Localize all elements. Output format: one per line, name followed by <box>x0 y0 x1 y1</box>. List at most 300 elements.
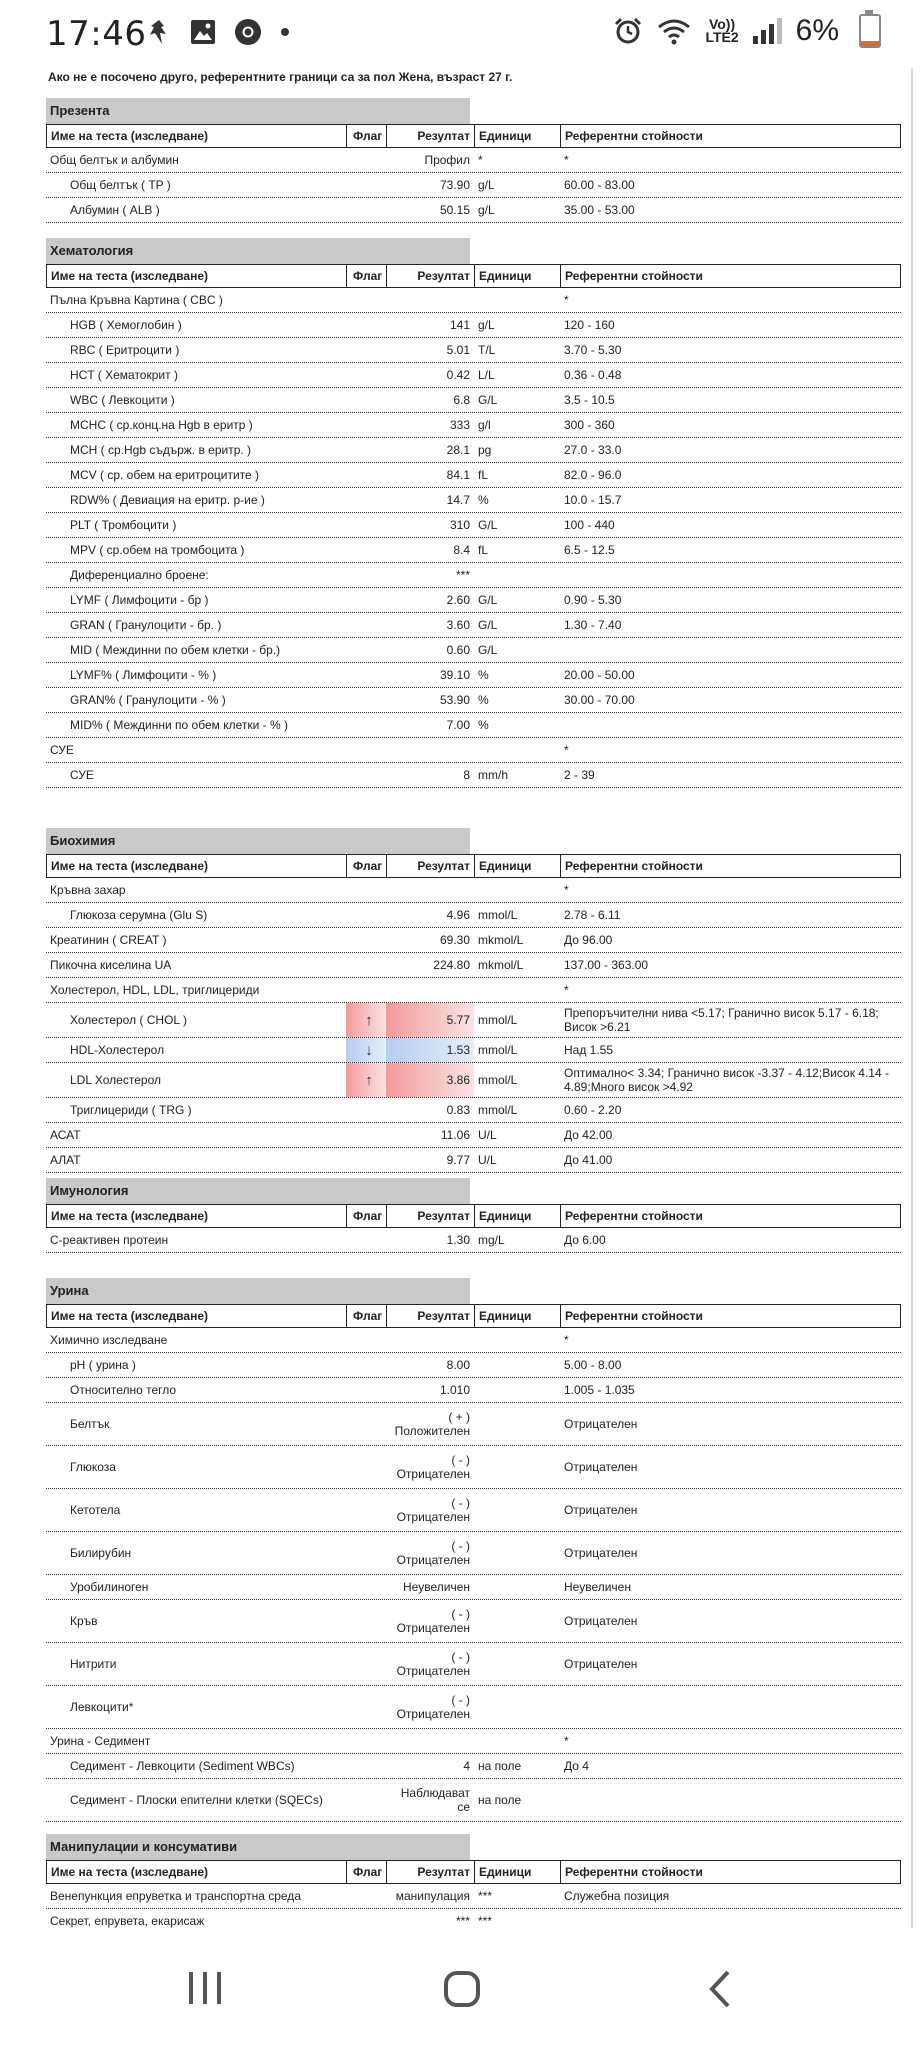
result: 73.90 <box>439 178 470 192</box>
result: 5.01 <box>446 343 470 357</box>
result: Неувеличен <box>403 1580 470 1594</box>
table-row <box>46 313 901 338</box>
flag <box>346 563 386 587</box>
table-row <box>46 388 901 413</box>
section-1 <box>46 238 901 788</box>
units: на поле <box>478 1759 522 1773</box>
flag <box>346 688 386 712</box>
table-row <box>46 1532 901 1575</box>
section-3 <box>46 1178 901 1253</box>
flag <box>346 1353 386 1377</box>
section-5 <box>46 1834 901 1928</box>
result: 5.77 <box>386 1003 474 1037</box>
table-row <box>46 903 901 928</box>
units: * <box>478 153 483 167</box>
header-result: Резултат <box>387 1205 475 1227</box>
header-ref: Референтни стойности <box>565 269 703 283</box>
test-name: Диференциално броене: <box>70 568 209 582</box>
header-result: Резултат <box>387 1305 475 1327</box>
flag <box>346 1532 386 1574</box>
test-name: Левкоцити* <box>70 1700 134 1714</box>
section-title: Имунология <box>46 1178 470 1204</box>
test-name: HDL-Холестерол <box>70 1043 165 1057</box>
result: ( - ) Отрицателен <box>396 1453 470 1481</box>
result: *** <box>455 1914 470 1928</box>
reference-range: До 4 <box>564 1759 589 1773</box>
units: mkmol/L <box>478 933 524 947</box>
header-name: Име на теста (изследване) <box>47 1205 347 1227</box>
test-name: MCH ( ср.Hgb съдърж. в еритр. ) <box>70 443 252 457</box>
result: 0.42 <box>446 368 470 382</box>
test-name: PLT ( Тромбоцити ) <box>70 518 177 532</box>
test-name: Уробилиноген <box>70 1580 149 1594</box>
flag <box>346 1378 386 1402</box>
test-name: Кетотела <box>70 1503 121 1517</box>
flag <box>346 413 386 437</box>
home-button[interactable] <box>443 1970 481 2008</box>
result: 224.80 <box>433 958 470 972</box>
result <box>386 978 474 1002</box>
recent-apps-button[interactable] <box>186 1970 224 2006</box>
flag <box>346 953 386 977</box>
result: 310 <box>449 518 470 532</box>
units: fL <box>478 468 489 482</box>
table-header <box>46 854 901 878</box>
result: 0.83 <box>446 1103 470 1117</box>
header-name: Име на теста (изследване) <box>47 1305 347 1327</box>
status-right-icons <box>613 14 881 48</box>
header-units: Единици <box>475 1861 561 1883</box>
header-result: Резултат <box>387 265 475 287</box>
result: 9.77 <box>446 1153 470 1167</box>
flag <box>346 538 386 562</box>
units: G/L <box>478 618 498 632</box>
section-title: Презента <box>46 98 470 124</box>
test-name: RBC ( Еритроцити ) <box>70 343 180 357</box>
result: 1.010 <box>439 1383 470 1397</box>
reference-range: * <box>564 1333 569 1347</box>
reference-range: Отрицателен <box>564 1460 638 1474</box>
reference-range: Препоръчителни нива <5.17; Гранично висок 5.17 - 6.18; Висок >6.21 <box>564 1006 879 1034</box>
table-header <box>46 1304 901 1328</box>
units: mmol/L <box>478 1073 518 1087</box>
test-name: WBC ( Левкоцити ) <box>70 393 175 407</box>
wifi-icon <box>657 17 691 45</box>
result: ( - ) Отрицателен <box>396 1607 470 1635</box>
table-row <box>46 1378 901 1403</box>
status-left-icons <box>146 18 290 46</box>
flag <box>346 198 386 222</box>
table-row <box>46 763 901 788</box>
table-row <box>46 1489 901 1532</box>
result: 69.30 <box>439 933 470 947</box>
flag <box>346 1123 386 1147</box>
result: 50.15 <box>439 203 470 217</box>
reference-range: 2 - 39 <box>564 768 595 782</box>
reference-range: 30.00 - 70.00 <box>564 693 635 707</box>
table-header <box>46 264 901 288</box>
reference-range: 300 - 360 <box>564 418 615 432</box>
table-row <box>46 463 901 488</box>
table-row <box>46 513 901 538</box>
table-header <box>46 124 901 148</box>
test-name: Венепункция епруветка и транспортна среда <box>50 1889 301 1903</box>
flag <box>346 1328 386 1352</box>
reference-range: * <box>564 743 569 757</box>
test-name: Белтък <box>70 1417 110 1431</box>
test-name: Пикочна киселина UA <box>50 958 172 972</box>
flag <box>346 1754 386 1778</box>
flag <box>346 173 386 197</box>
flag: ↓ <box>346 1038 386 1062</box>
header-flag: Флаг <box>347 265 387 287</box>
flag <box>346 338 386 362</box>
flag <box>346 1148 386 1172</box>
flag <box>346 878 386 902</box>
reference-range: 2.78 - 6.11 <box>564 908 621 922</box>
result: ( - ) Отрицателен <box>396 1650 470 1678</box>
result <box>386 878 474 902</box>
flag <box>346 1686 386 1728</box>
notification-app-icon <box>146 18 172 46</box>
units: mmol/L <box>478 1013 518 1027</box>
reference-range: 5.00 - 8.00 <box>564 1358 622 1372</box>
table-row <box>46 1038 901 1063</box>
result: 28.1 <box>446 443 470 457</box>
table-row <box>46 1729 901 1754</box>
test-name: LDL Холестерол <box>70 1073 161 1087</box>
result: ( + ) Положителен <box>394 1410 470 1438</box>
reference-range: Отрицателен <box>564 1657 638 1671</box>
reference-range: Отрицателен <box>564 1503 638 1517</box>
result: 3.60 <box>446 618 470 632</box>
table-row <box>46 198 901 223</box>
test-name: С-реактивен протеин <box>50 1233 169 1247</box>
table-row <box>46 1909 901 1928</box>
reference-range: * <box>564 293 569 307</box>
reference-range: 27.0 - 33.0 <box>564 443 622 457</box>
table-row <box>46 1328 901 1353</box>
section-4 <box>46 1278 901 1822</box>
result: 14.7 <box>446 493 470 507</box>
test-name: Секрет, епрувета, екарисаж <box>50 1914 205 1928</box>
result <box>386 738 474 762</box>
result: 0.60 <box>446 643 470 657</box>
table-row <box>46 1779 901 1822</box>
flag <box>346 388 386 412</box>
flag <box>346 1884 386 1908</box>
reference-range: Отрицателен <box>564 1614 638 1628</box>
test-name: Билирубин <box>70 1546 132 1560</box>
report-document[interactable] <box>0 68 921 1928</box>
test-name: Химично изследване <box>50 1333 168 1347</box>
table-row <box>46 1228 901 1253</box>
header-ref: Референтни стойности <box>565 1209 703 1223</box>
test-name: Глюкоза серумна (Glu S) <box>70 908 208 922</box>
result: Профил <box>424 153 470 167</box>
result: 4.96 <box>446 908 470 922</box>
table-row <box>46 978 901 1003</box>
table-row <box>46 663 901 688</box>
units: g/L <box>478 318 495 332</box>
table-row <box>46 338 901 363</box>
header-name: Име на теста (изследване) <box>47 855 347 877</box>
reference-range: 3.5 - 10.5 <box>564 393 615 407</box>
result: 6.8 <box>453 393 470 407</box>
test-name: Креатинин ( CREAT ) <box>50 933 167 947</box>
header-flag: Флаг <box>347 855 387 877</box>
header-units: Единици <box>475 1305 561 1327</box>
header-name: Име на теста (изследване) <box>47 125 347 147</box>
test-name: pH ( урина ) <box>70 1358 136 1372</box>
result: 7.00 <box>446 718 470 732</box>
result: *** <box>455 568 470 582</box>
reference-range: Над 1.55 <box>564 1043 614 1057</box>
header-units: Единици <box>475 855 561 877</box>
units: g/L <box>478 203 495 217</box>
reference-range: 1.005 - 1.035 <box>564 1383 635 1397</box>
units: L/L <box>478 368 495 382</box>
flag <box>346 1575 386 1599</box>
reference-range: 137.00 - 363.00 <box>564 958 649 972</box>
units: pg <box>478 443 492 457</box>
test-name: MPV ( ср.обем на тромбоцита ) <box>70 543 245 557</box>
chrome-icon <box>234 18 262 46</box>
reference-range: 3.70 - 5.30 <box>564 343 622 357</box>
flag <box>346 148 386 172</box>
test-name: Албумин ( ALB ) <box>70 203 160 217</box>
table-row <box>46 1098 901 1123</box>
flag <box>346 638 386 662</box>
test-name: LYMF% ( Лимфоцити - % ) <box>70 668 217 682</box>
table-row <box>46 953 901 978</box>
table-row <box>46 173 901 198</box>
result: 1.53 <box>386 1038 474 1062</box>
result: Наблюдават се <box>400 1786 470 1814</box>
flag <box>346 713 386 737</box>
table-row <box>46 1403 901 1446</box>
units: на поле <box>478 1793 522 1807</box>
report-intro: Ако не е посочено друго, референтните граници са за пол Жена, възраст 27 г. <box>48 70 513 84</box>
table-row <box>46 878 901 903</box>
result: 3.86 <box>386 1063 474 1097</box>
table-row <box>46 488 901 513</box>
test-name: GRAN ( Гранулоцити - бр. ) <box>70 618 222 632</box>
table-row <box>46 1446 901 1489</box>
reference-range: 82.0 - 96.0 <box>564 468 622 482</box>
test-name: Седимент - Левкоцити (Sediment WBCs) <box>70 1759 295 1773</box>
flag <box>346 1446 386 1488</box>
flag <box>346 928 386 952</box>
header-flag: Флаг <box>347 1861 387 1883</box>
test-name: MCV ( ср. обем на еритроцитите ) <box>70 468 260 482</box>
reference-range: До 42.00 <box>564 1128 613 1142</box>
flag <box>346 438 386 462</box>
reference-range: 100 - 440 <box>564 518 615 532</box>
reference-range: 10.0 - 15.7 <box>564 493 622 507</box>
flag <box>346 1228 386 1252</box>
units: fL <box>478 543 489 557</box>
result: 8.4 <box>453 543 470 557</box>
result: ( - ) Отрицателен <box>396 1539 470 1567</box>
table-row <box>46 288 901 313</box>
reference-range: * <box>564 883 569 897</box>
reference-range: Неувеличен <box>564 1580 631 1594</box>
reference-range: 20.00 - 50.00 <box>564 668 635 682</box>
header-flag: Флаг <box>347 1305 387 1327</box>
flag <box>346 1779 386 1821</box>
units: mm/h <box>478 768 508 782</box>
section-title: Хематология <box>46 238 470 264</box>
more-notifications-dot-icon <box>280 27 290 37</box>
result: 39.10 <box>439 668 470 682</box>
header-ref: Референтни стойности <box>565 1309 703 1323</box>
units: g/L <box>478 178 495 192</box>
test-name: MID ( Междинни по обем клетки - бр.) <box>70 643 281 657</box>
flag <box>346 1600 386 1642</box>
reference-range: 1.30 - 7.40 <box>564 618 622 632</box>
table-row <box>46 688 901 713</box>
flag <box>346 463 386 487</box>
reference-range: Отрицателен <box>564 1546 638 1560</box>
units: mg/L <box>478 1233 505 1247</box>
test-name: LYMF ( Лимфоцити - бр ) <box>70 593 209 607</box>
reference-range: * <box>564 1734 569 1748</box>
table-row <box>46 928 901 953</box>
flag <box>346 1098 386 1122</box>
flag: ↑ <box>346 1003 386 1037</box>
units: mmol/L <box>478 908 518 922</box>
table-row <box>46 538 901 563</box>
units: G/L <box>478 393 498 407</box>
reference-range: До 41.00 <box>564 1153 613 1167</box>
result: 1.30 <box>446 1233 470 1247</box>
header-flag: Флаг <box>347 125 387 147</box>
alarm-icon <box>613 16 643 46</box>
header-units: Единици <box>475 125 561 147</box>
units: G/L <box>478 518 498 532</box>
units: g/l <box>478 418 491 432</box>
flag <box>346 488 386 512</box>
header-result: Резултат <box>387 125 475 147</box>
network-type: Vo)) LTE2 <box>705 16 739 45</box>
reference-range: 6.5 - 12.5 <box>564 543 615 557</box>
test-name: Глюкоза <box>70 1460 116 1474</box>
table-row <box>46 738 901 763</box>
reference-range: До 6.00 <box>564 1233 606 1247</box>
test-name: Общ белтък ( TP ) <box>70 178 171 192</box>
flag <box>346 588 386 612</box>
battery-icon <box>859 14 881 48</box>
reference-range: Оптимално< 3.34; Гранично висок -3.37 - 4.12;Висок 4.14 - 4.89;Много висок >4.92 <box>564 1066 889 1094</box>
test-name: СУЕ <box>50 743 74 757</box>
reference-range: Служебна позиция <box>564 1889 670 1903</box>
test-name: СУЕ <box>70 768 94 782</box>
header-result: Резултат <box>387 1861 475 1883</box>
flag <box>346 903 386 927</box>
units: mmol/L <box>478 1103 518 1117</box>
test-name: Холестерол ( CHOL ) <box>70 1013 187 1027</box>
table-row <box>46 438 901 463</box>
table-row <box>46 613 901 638</box>
units: G/L <box>478 593 498 607</box>
flag <box>346 363 386 387</box>
test-name: Относително тегло <box>70 1383 177 1397</box>
flag <box>346 1729 386 1753</box>
units: mmol/L <box>478 1043 518 1057</box>
result: 8.00 <box>446 1358 470 1372</box>
result <box>386 1729 474 1753</box>
flag <box>346 978 386 1002</box>
table-row <box>46 1148 901 1173</box>
flag <box>346 1489 386 1531</box>
test-name: Нитрити <box>70 1657 117 1671</box>
table-row <box>46 1063 901 1098</box>
table-row <box>46 563 901 588</box>
table-row <box>46 1575 901 1600</box>
header-ref: Референтни стойности <box>565 859 703 873</box>
units: % <box>478 668 489 682</box>
test-name: RDW% ( Девиация на еритр. р-ие ) <box>70 493 265 507</box>
result: ( - ) Отрицателен <box>396 1496 470 1524</box>
gallery-icon <box>190 19 216 45</box>
test-name: АЛАТ <box>50 1153 81 1167</box>
reference-range: * <box>564 153 569 167</box>
table-row <box>46 148 901 173</box>
reference-range: 0.60 - 2.20 <box>564 1103 622 1117</box>
header-result: Резултат <box>387 855 475 877</box>
nav-bar <box>0 1928 921 2048</box>
result: 4 <box>463 1759 470 1773</box>
units: G/L <box>478 643 498 657</box>
test-name: Пълна Кръвна Картина ( CBC ) <box>50 293 223 307</box>
table-row <box>46 588 901 613</box>
flag <box>346 763 386 787</box>
units: U/L <box>478 1128 497 1142</box>
units: T/L <box>478 343 496 357</box>
section-0 <box>46 98 901 223</box>
page-edge <box>911 68 913 1928</box>
back-button[interactable] <box>708 1970 732 2008</box>
units: % <box>478 718 489 732</box>
reference-range: Отрицателен <box>564 1417 638 1431</box>
flag <box>346 313 386 337</box>
header-flag: Флаг <box>347 1205 387 1227</box>
units: *** <box>478 1889 493 1903</box>
flag <box>346 663 386 687</box>
table-header <box>46 1204 901 1228</box>
table-row <box>46 1754 901 1779</box>
test-name: Кръвна захар <box>50 883 126 897</box>
header-ref: Референтни стойности <box>565 129 703 143</box>
result: 141 <box>449 318 470 332</box>
battery-percent: 6% <box>795 14 839 47</box>
flag <box>346 738 386 762</box>
result: ( - ) Отрицателен <box>396 1693 470 1721</box>
table-row <box>46 1884 901 1909</box>
status-time: 17:46 <box>46 14 147 54</box>
flag <box>346 1909 386 1928</box>
result <box>386 288 474 312</box>
result: 333 <box>449 418 470 432</box>
table-row <box>46 413 901 438</box>
units: % <box>478 693 489 707</box>
table-row <box>46 1003 901 1038</box>
header-name: Име на теста (изследване) <box>47 265 347 287</box>
table-row <box>46 363 901 388</box>
units: mkmol/L <box>478 958 524 972</box>
flag <box>346 1643 386 1685</box>
